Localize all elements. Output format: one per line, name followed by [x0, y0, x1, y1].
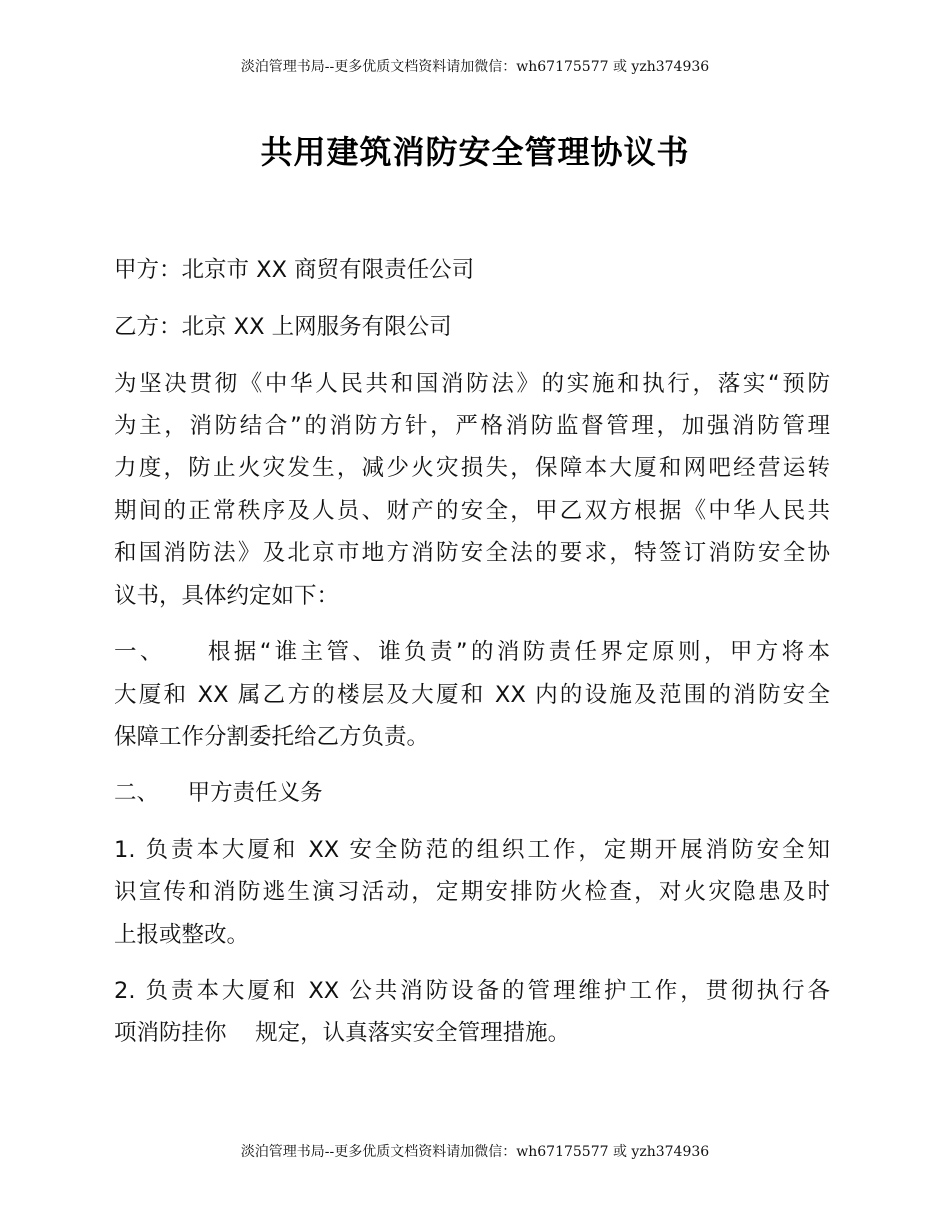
preamble-line: 为坚决贯彻《中华人民共和国消防法》的实施和执行，落实“预防 [114, 371, 830, 397]
clause-one-line: 保障工作分割委托给乙方负责。 [114, 724, 430, 750]
clause-one-line: 大厦和 XX 属乙方的楼层及大厦和 XX 内的设施及范围的消防安全 [114, 682, 830, 708]
party-a-line: 甲方：北京市 XX 商贸有限责任公司 [114, 257, 475, 283]
item-two-line: 2. 负责本大厦和 XX 公共消防设备的管理维护工作，贯彻执行各 [114, 978, 830, 1004]
preamble-line: 力度，防止火灾发生，减少火灾损失，保障本大厦和网吧经营运转 [114, 455, 830, 481]
item-one-line: 识宣传和消防逃生演习活动，定期安排防火检查，对火灾隐患及时 [114, 879, 830, 905]
party-b-line: 乙方：北京 XX 上网服务有限公司 [114, 314, 452, 340]
header-note: 淡泊管理书局--更多优质文档资料请加微信：wh67175577 或 yzh374936 [240, 59, 710, 75]
footer-note: 淡泊管理书局--更多优质文档资料请加微信：wh67175577 或 yzh374936 [240, 1144, 710, 1160]
clause-two-heading: 二、 甲方责任义务 [114, 780, 323, 806]
item-two-line: 项消防挂你 规定，认真落实安全管理措施。 [114, 1020, 571, 1046]
clause-one-line: 一、 根据“谁主管、谁负责”的消防责任界定原则，甲方将本 [114, 639, 830, 665]
preamble-line: 期间的正常秩序及人员、财产的安全，甲乙双方根据《中华人民共 [114, 498, 830, 524]
item-one-line: 上报或整改。 [114, 922, 250, 948]
document-title: 共用建筑消防安全管理协议书 [260, 133, 690, 171]
item-one-line: 1. 负责本大厦和 XX 安全防范的组织工作，定期开展消防安全知 [114, 837, 830, 863]
document-body [114, 0, 840, 1230]
preamble-line: 和国消防法》及北京市地方消防安全法的要求，特签订消防安全协 [114, 540, 830, 566]
preamble-line: 议书，具体约定如下： [114, 583, 340, 609]
preamble-line: 为主，消防结合”的消防方针，严格消防监督管理，加强消防管理 [114, 413, 830, 439]
